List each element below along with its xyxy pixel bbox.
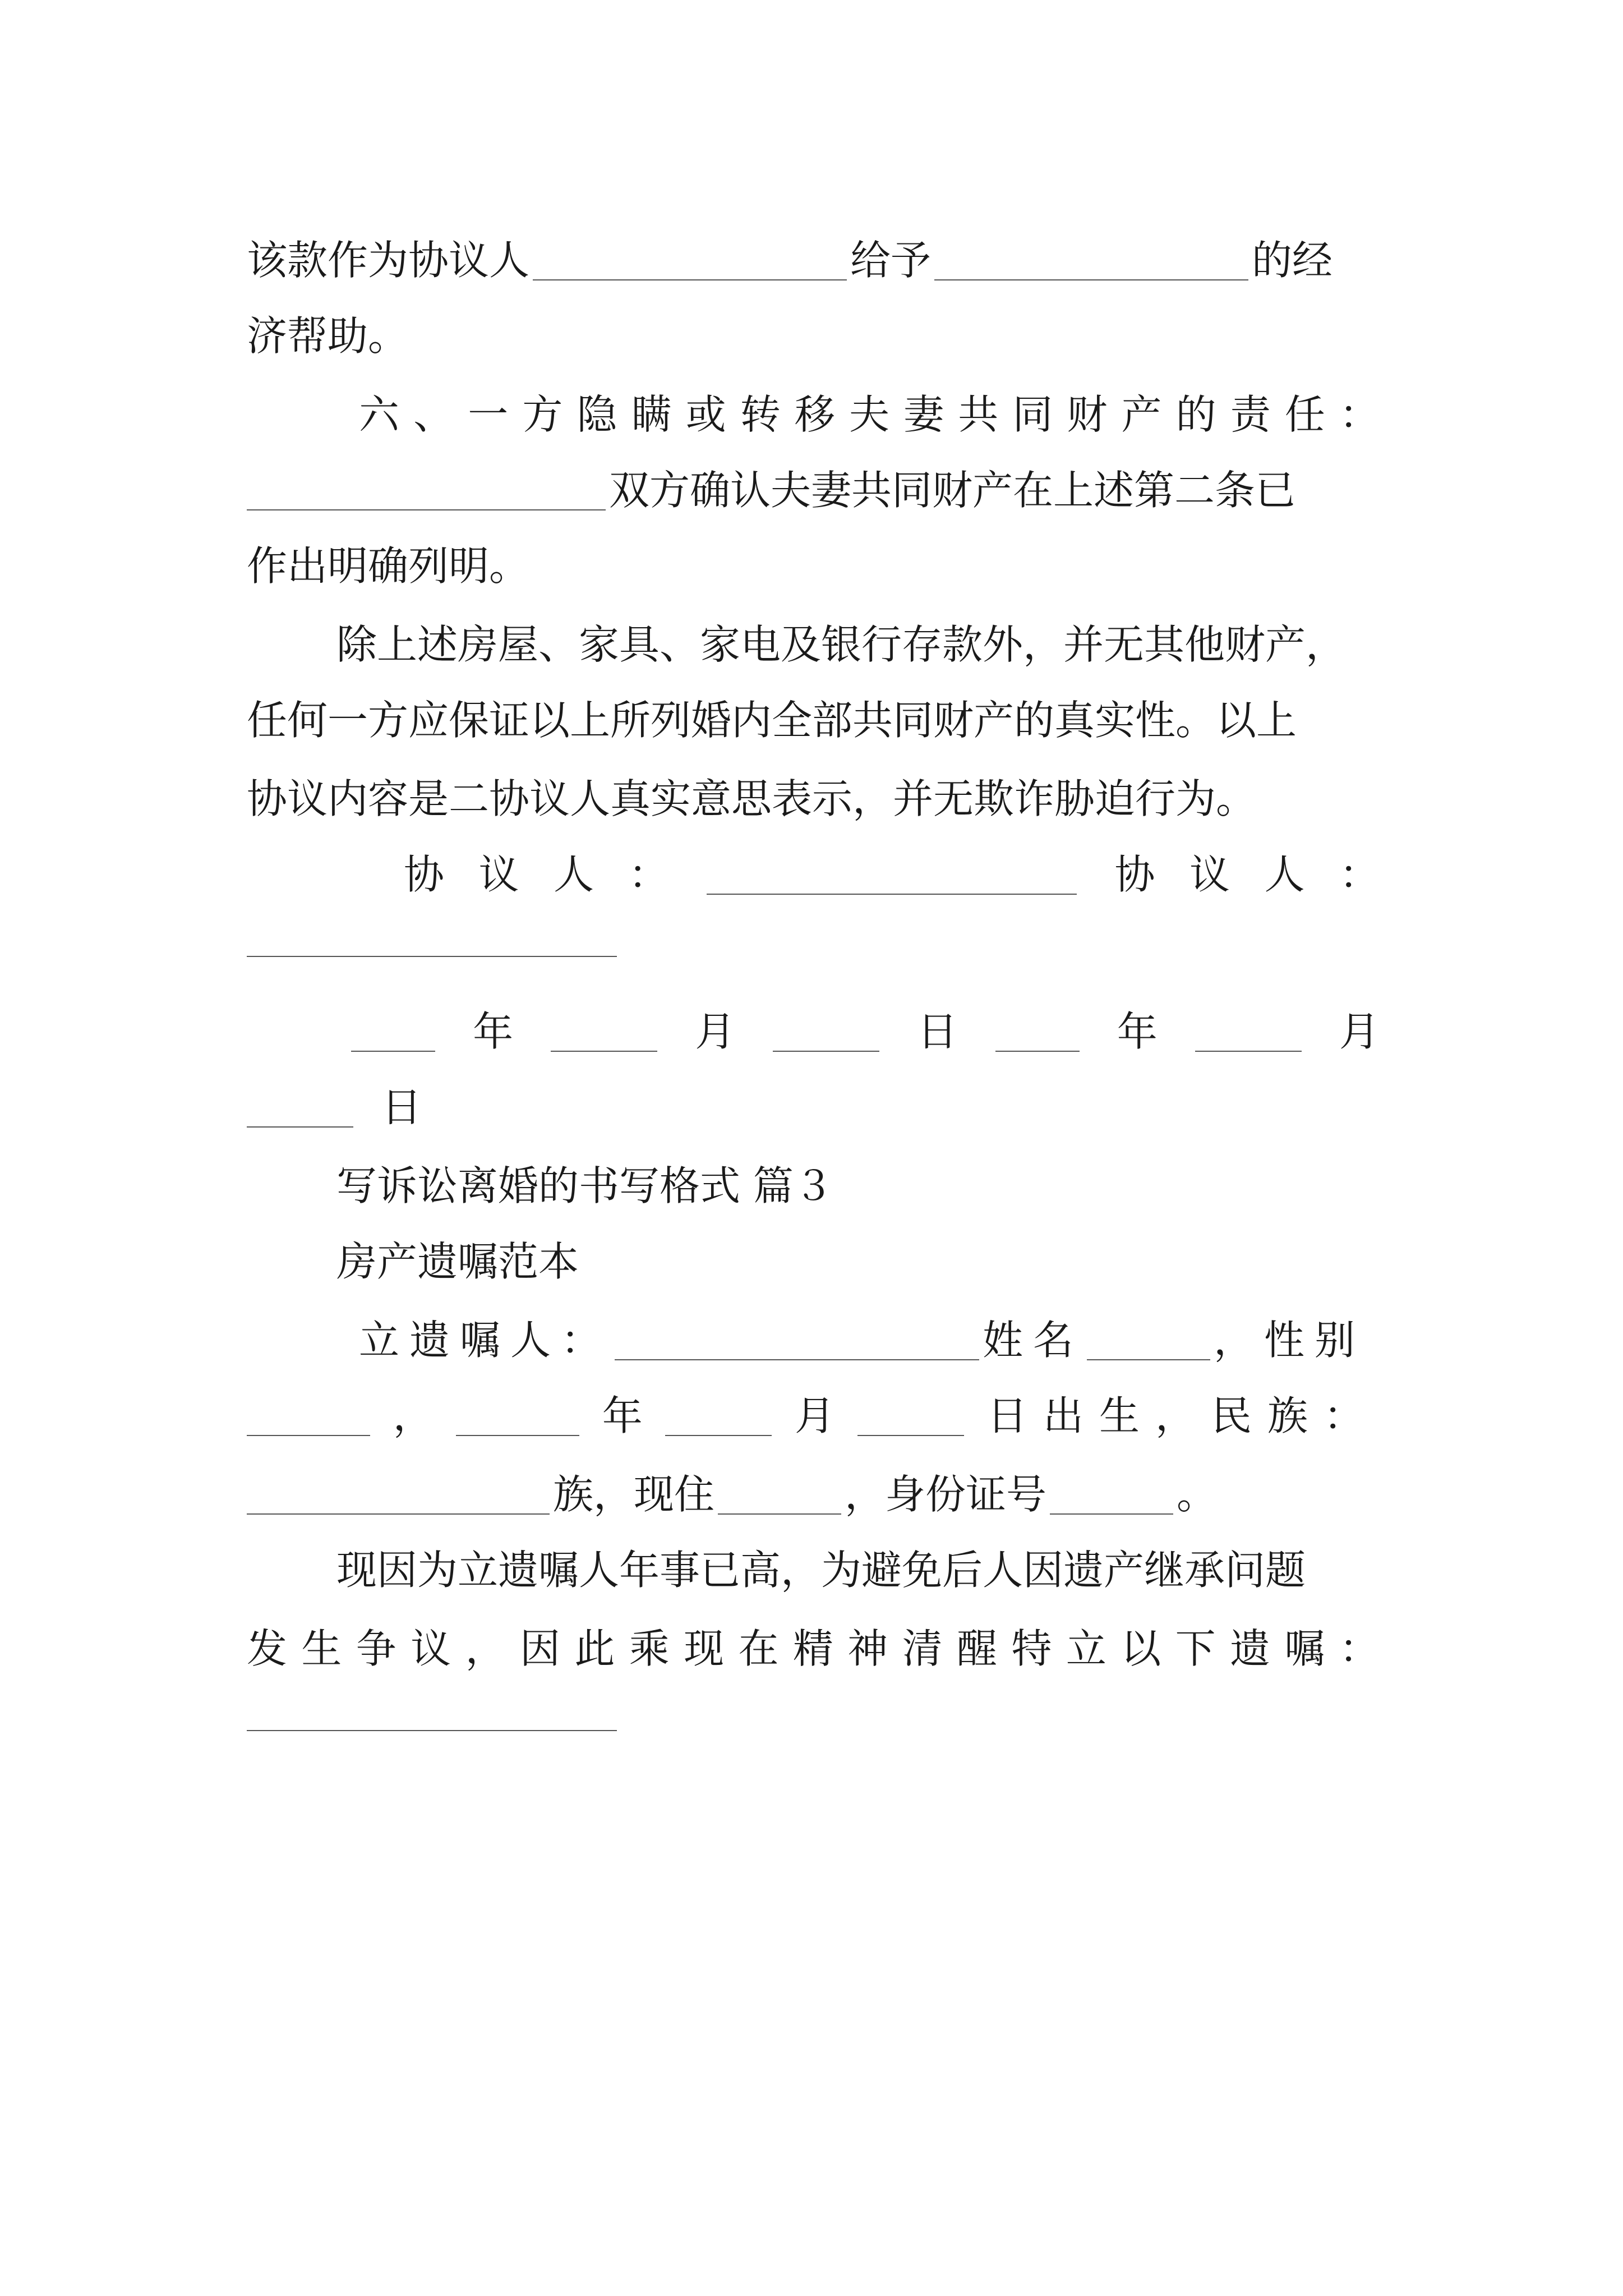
section-title [336, 1133, 1469, 1209]
text-segment: 现因为立遗嘱人年事已高，为避免后人因遗产继承问题 [336, 1547, 1306, 1594]
date-unit: 月 [1339, 1008, 1380, 1055]
text-segment: 该款作为协议人 [247, 237, 530, 284]
text-segment: 作出明确列明。 [247, 542, 530, 590]
text-segment: ，身份证号 [845, 1471, 1047, 1518]
sig-char: 人 [1264, 851, 1305, 898]
signature-blank[interactable] [707, 859, 1077, 895]
section-heading [359, 362, 1380, 438]
heading-char: 任 [1284, 391, 1325, 438]
fill-blank[interactable] [247, 1479, 550, 1515]
heading-char: 瞒 [631, 391, 672, 438]
text-line [359, 1287, 1380, 1364]
text-segment: 月 [794, 1392, 835, 1439]
date-line [247, 1055, 1380, 1131]
text-line [247, 208, 1380, 284]
fill-blank[interactable] [718, 1479, 841, 1515]
text-segment: 写诉讼离婚的书写格式 篇３ [336, 1162, 834, 1209]
heading-char: 六 [359, 391, 400, 438]
heading-char: 产 [1121, 391, 1162, 438]
text-char: 以 [1121, 1625, 1161, 1672]
fill-blank[interactable] [665, 1400, 772, 1436]
fill-blank[interactable] [247, 1400, 370, 1436]
heading-char: 的 [1175, 391, 1216, 438]
text-segment: 房产遗嘱范本 [336, 1238, 579, 1285]
date-blank[interactable] [995, 1016, 1080, 1052]
text-segment: 。 [1177, 1471, 1218, 1518]
heading-char: 同 [1012, 391, 1053, 438]
date-blank[interactable] [247, 1092, 353, 1128]
text-char: 发 [247, 1625, 288, 1672]
heading-char: 责 [1230, 391, 1271, 438]
text-segment: 双方确认夫妻共同财产在上述第二条已 [609, 467, 1296, 514]
date-line [348, 979, 1380, 1055]
text-segment: 任何一方应保证以上所列婚内全部共同财产的真实性。以上 [247, 697, 1297, 744]
date-unit: 年 [473, 1008, 514, 1055]
date-unit: 日 [917, 1008, 958, 1055]
fill-blank[interactable] [533, 245, 847, 280]
text-line [247, 513, 1380, 590]
sig-char: 议 [1189, 851, 1230, 898]
text-segment: 年 [602, 1392, 643, 1439]
sig-char: ： [1339, 851, 1380, 898]
fill-blank[interactable] [247, 1729, 617, 1731]
date-blank[interactable] [351, 1016, 435, 1052]
text-line [336, 592, 1469, 668]
text-segment: 日出生，民族： [986, 1392, 1380, 1439]
text-char: 议 [411, 1625, 451, 1672]
sig-char: 协 [404, 851, 445, 898]
heading-char: 、 [413, 391, 454, 438]
text-line [247, 1596, 1380, 1672]
text-char: 神 [847, 1625, 888, 1672]
text-char: 醒 [957, 1625, 998, 1672]
sig-char: 议 [478, 851, 519, 898]
sig-char: 人 [554, 851, 594, 898]
date-blank[interactable] [1195, 1016, 1302, 1052]
text-char: ： [1339, 1625, 1380, 1672]
text-segment: 协议内容是二协议人真实意思表示，并无欺诈胁迫行为。 [247, 775, 1257, 822]
date-unit: 月 [695, 1008, 736, 1055]
text-segment: 济帮助。 [247, 312, 409, 360]
text-char: 精 [792, 1625, 833, 1672]
fill-blank[interactable] [857, 1400, 964, 1436]
text-char: 生 [301, 1625, 342, 1672]
text-char: ， [465, 1625, 506, 1672]
heading-char: 共 [958, 391, 999, 438]
fill-blank[interactable] [456, 1400, 579, 1436]
heading-char: 夫 [849, 391, 889, 438]
text-segment: 给予 [850, 237, 932, 284]
text-char: 下 [1175, 1625, 1216, 1672]
heading-char: 隐 [577, 391, 617, 438]
text-segment: 除上述房屋、家具、家电及银行存款外，并无其他财产， [336, 621, 1347, 668]
text-segment: ，性别 [1214, 1317, 1366, 1364]
text-char: 嘱 [1284, 1625, 1325, 1672]
date-blank[interactable] [773, 1016, 879, 1052]
fill-blank[interactable] [934, 245, 1248, 280]
text-line [247, 438, 1380, 514]
signature-line [404, 822, 1380, 898]
text-segment: 的经 [1252, 237, 1333, 284]
text-line [247, 746, 1380, 822]
heading-char: 方 [522, 391, 563, 438]
text-segment: 族，现住 [553, 1471, 715, 1518]
heading-char: ： [1339, 391, 1380, 438]
text-char: 遗 [1230, 1625, 1271, 1672]
text-char: 争 [356, 1625, 396, 1672]
text-segment: 姓名 [983, 1317, 1084, 1364]
date-blank[interactable] [551, 1016, 657, 1052]
heading-char: 一 [468, 391, 509, 438]
text-segment: 立遗嘱人： [359, 1317, 612, 1364]
text-char: 乘 [629, 1625, 670, 1672]
fill-blank[interactable] [615, 1324, 979, 1360]
fill-blank[interactable] [247, 475, 606, 510]
sig-char: 协 [1114, 851, 1155, 898]
text-char: 立 [1066, 1625, 1106, 1672]
text-char: 现 [684, 1625, 725, 1672]
text-line [247, 668, 1380, 744]
date-unit: 年 [1117, 1008, 1158, 1055]
text-char: 在 [738, 1625, 779, 1672]
document-title [336, 1209, 1469, 1285]
fill-blank[interactable] [1087, 1324, 1210, 1360]
text-char: 特 [1011, 1625, 1052, 1672]
text-char: 清 [902, 1625, 943, 1672]
heading-char: 财 [1067, 391, 1108, 438]
text-line [247, 283, 1380, 360]
date-unit: 日 [381, 1084, 422, 1131]
heading-char: 移 [794, 391, 835, 438]
heading-char: 或 [685, 391, 726, 438]
text-char: 因 [519, 1625, 560, 1672]
signature-blank[interactable] [247, 955, 617, 957]
text-segment: ， [393, 1392, 434, 1439]
text-char: 此 [574, 1625, 615, 1672]
heading-char: 妻 [903, 391, 944, 438]
sig-char: ： [628, 851, 669, 898]
heading-char: 转 [740, 391, 781, 438]
text-line [247, 1442, 1380, 1518]
text-line [247, 1363, 1380, 1439]
fill-blank[interactable] [1050, 1479, 1173, 1515]
text-line [336, 1517, 1469, 1594]
